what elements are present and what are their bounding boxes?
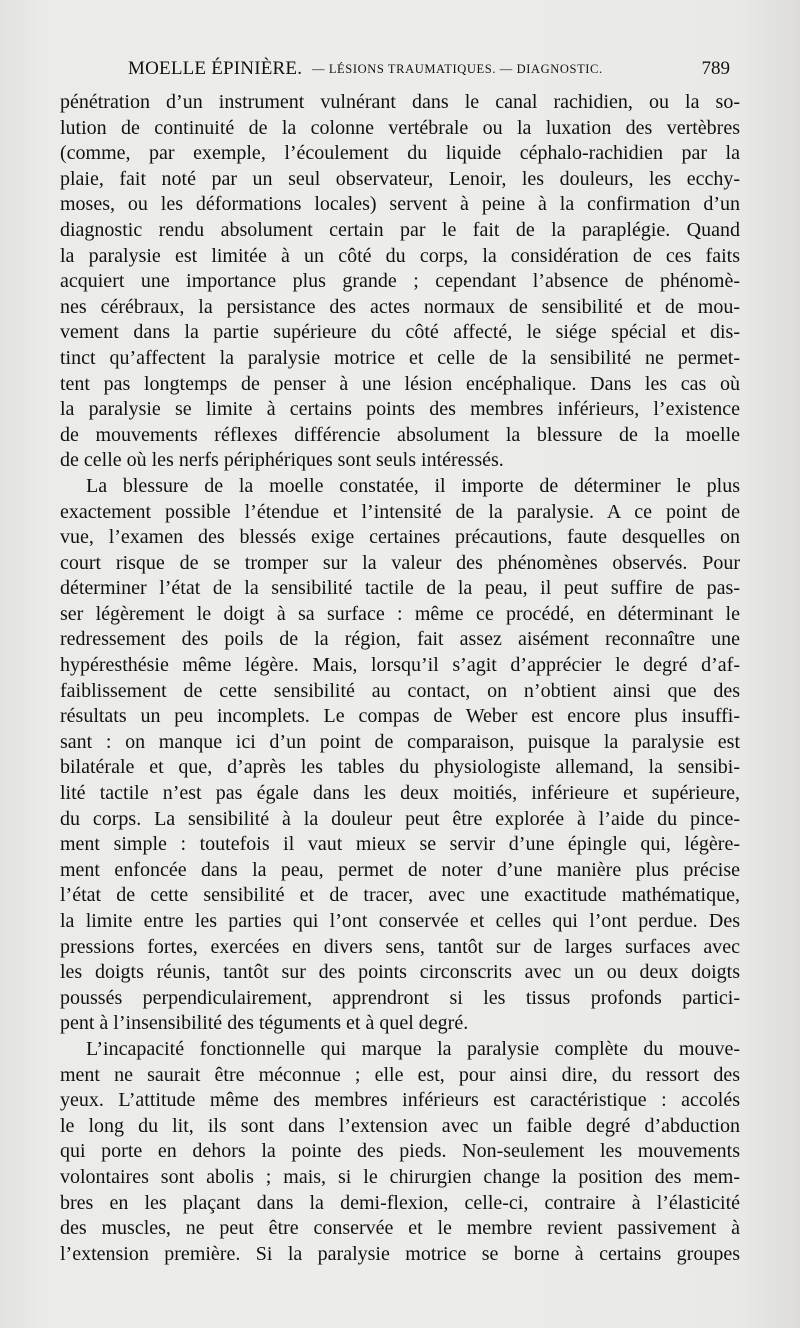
text-line: La blessure de la moelle constatée, il importe de déterminer le plus <box>86 474 740 497</box>
section-title: — LÉSIONS TRAUMATIQUES. — DIAGNOSTIC. <box>312 62 603 76</box>
text-line: l’extension première. Si la paralysie motrice se borne à certains groupes <box>60 1242 740 1265</box>
text-line: nes cérébraux, la persistance des actes normaux de sensibilité et de mou- <box>60 295 740 318</box>
text-line: bilatérale et que, d’après les tables du physiologiste allemand, la sensibi- <box>60 756 740 779</box>
text-line: sant : on manque ici d’un point de comparaison, puisque la paralysie est <box>60 730 740 753</box>
text-line: vement dans la partie supérieure du côté affecté, le siége spécial et dis- <box>60 321 740 344</box>
running-title: MOELLE ÉPINIÈRE. <box>128 58 303 79</box>
text-line: lité tactile n’est pas égale dans les deux moitiés, inférieure et supérieure, <box>60 782 740 805</box>
text-line: yeux. L’attitude même des membres inférieurs est caractéristique : accolés <box>60 1089 740 1112</box>
text-line: la paralysie se limite à certains points des membres inférieurs, l’existence <box>60 398 740 421</box>
text-line: L’incapacité fonctionnelle qui marque la paralysie complète du mouve- <box>86 1037 740 1060</box>
text-line: moses, ou les déformations locales) servent à peine à la confirmation d’un <box>60 193 740 216</box>
text-line: qui porte en dehors la pointe des pieds. Non-seulement les mouvements <box>60 1140 740 1163</box>
running-header <box>60 58 740 84</box>
text-line: pénétration d’un instrument vulnérant dans le canal rachidien, ou la so- <box>60 91 740 113</box>
page-number: 789 <box>701 58 730 79</box>
text-line: de celle où les nerfs périphériques sont seuls intéressés. <box>60 449 504 472</box>
paragraph <box>60 90 740 474</box>
text-line: court risque de se tromper sur la valeur des phénomènes observés. Pour <box>60 551 740 574</box>
text-line: plaie, fait noté par un seul observateur, Lenoir, les douleurs, les ecchy- <box>60 167 740 190</box>
text-line: acquiert une importance plus grande ; cependant l’absence de phénomè- <box>60 270 740 293</box>
text-line: faiblissement de cette sensibilité au contact, on n’obtient ainsi que des <box>60 679 740 702</box>
paragraph <box>60 1037 740 1267</box>
text-line: exactement possible l’étendue et l’intensité de la paralysie. A ce point de <box>60 500 740 523</box>
text-line: résultats un peu incomplets. Le compas de Weber est encore plus insuffi- <box>60 705 740 728</box>
text-line: la paralysie est limitée à un côté du corps, la considération de ces faits <box>60 244 740 267</box>
text-line: de mouvements réflexes différencie absolument la blessure de la moelle <box>60 423 740 446</box>
text-line: poussés perpendiculairement, apprendront si les tissus profonds partici- <box>60 986 740 1009</box>
text-line: redressement des poils de la région, fait assez aisément reconnaître une <box>60 628 740 651</box>
text-line: ment ne saurait être méconnue ; elle est, pour ainsi dire, du ressort des <box>60 1063 740 1086</box>
text-line: ser légèrement le doigt à sa surface : même ce procédé, en déterminant le <box>60 602 740 625</box>
text-line: volontaires sont abolis ; mais, si le chirurgien change la position des mem- <box>60 1165 740 1188</box>
text-line: la limite entre les parties qui l’ont conservée et celles qui l’ont perdue. Des <box>60 910 740 932</box>
text-line: tinct qu’affectent la paralysie motrice et celle de la sensibilité ne permet- <box>60 346 740 369</box>
text-line: bres en les plaçant dans la demi-flexion, celle-ci, contraire à l’élasticité <box>60 1191 740 1214</box>
text-line: diagnostic rendu absolument certain par le fait de la paraplégie. Quand <box>60 218 740 241</box>
text-line: ment enfoncée dans la peau, permet de noter d’une manière plus précise <box>60 858 740 881</box>
text-line: pressions fortes, exercées en divers sens, tantôt sur de larges surfaces avec <box>60 935 740 958</box>
text-line: vue, l’examen des blessés exige certaines précautions, faute desquelles on <box>60 526 740 549</box>
text-line: lution de continuité de la colonne vertébrale ou la luxation des vertèbres <box>60 116 740 139</box>
text-line: les doigts réunis, tantôt sur des points circonscrits avec un ou deux doigts <box>60 961 740 984</box>
text-line: le long du lit, ils sont dans l’extension avec un faible degré d’abduction <box>60 1114 740 1137</box>
text-line: des muscles, ne peut être conservée et le membre revient passivement à <box>60 1217 740 1240</box>
text-line: tent pas longtemps de penser à une lésion encéphalique. Dans les cas où <box>60 372 740 395</box>
text-line: du corps. La sensibilité à la douleur peut être explorée à l’aide du pince- <box>60 807 740 830</box>
page-body-text <box>60 90 740 1267</box>
text-line: l’état de cette sensibilité et de tracer, avec une exactitude mathématique, <box>60 884 740 907</box>
text-line: (comme, par exemple, l’écoulement du liquide céphalo-rachidien par la <box>60 142 740 165</box>
text-line: pent à l’insensibilité des téguments et à quel degré. <box>60 1012 469 1035</box>
paragraph <box>60 474 740 1037</box>
text-line: hypéresthésie même légère. Mais, lorsqu’il s’agit d’apprécier le degré d’af- <box>60 654 740 677</box>
text-line: ment simple : toutefois il vaut mieux se servir d’une épingle qui, légère- <box>60 833 740 856</box>
text-line: déterminer l’état de la sensibilité tactile de la peau, il peut suffire de pas- <box>60 577 740 600</box>
